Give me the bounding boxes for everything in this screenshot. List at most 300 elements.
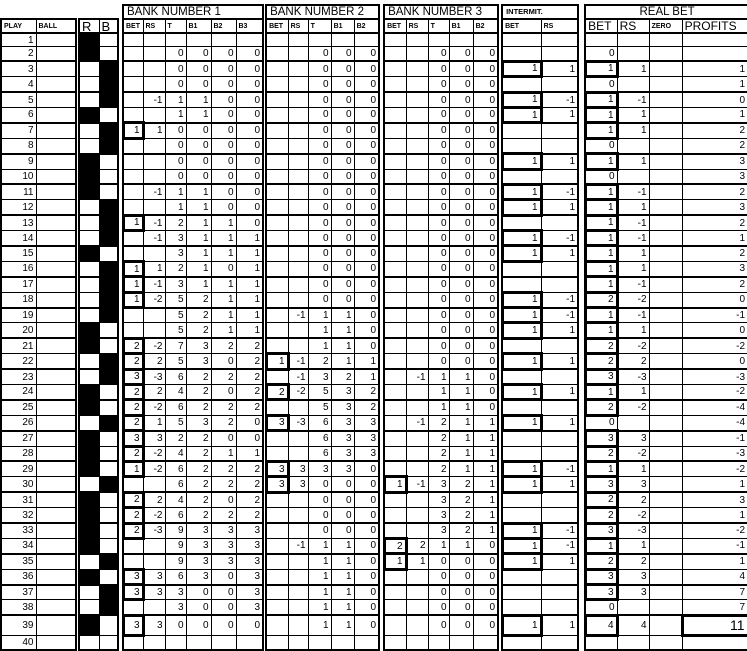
real-bet-rs-cell: 1 — [617, 246, 649, 261]
bank3-b1-cell: 0 — [449, 184, 473, 199]
bank3-rs-column-header: RS — [406, 19, 428, 33]
bank3-bet-cell — [384, 400, 406, 415]
bank3-b2-cell: 0 — [473, 277, 498, 292]
black-indicator-cell — [99, 92, 118, 107]
bank2-rs-cell — [288, 508, 308, 523]
bank1-t-cell: 3 — [165, 231, 186, 246]
bank1-t-cell: 2 — [165, 431, 186, 446]
column-gap — [578, 354, 585, 369]
bank1-bet-cell: 3 — [123, 585, 143, 600]
bank2-t-cell: 1 — [308, 615, 331, 635]
bank2-rs-cell — [288, 231, 308, 246]
column-gap — [578, 600, 585, 615]
red-indicator-cell — [79, 354, 99, 369]
intermit-rs-cell — [541, 169, 578, 184]
ball-cell — [36, 123, 76, 138]
bank1-b2-cell: 0 — [211, 261, 236, 276]
bank3-bet-cell — [384, 492, 406, 507]
real-bet-profits-cell: 7 — [682, 585, 747, 600]
bank2-b1-cell: 0 — [331, 231, 354, 246]
real-bet-profits-cell: -1 — [682, 538, 747, 553]
real-bet-rs-cell — [617, 169, 649, 184]
real-bet-profits-cell: 2 — [682, 184, 747, 199]
red-indicator-cell — [79, 231, 99, 246]
intermit-rs-cell: 1 — [541, 615, 578, 635]
bank1-b2-cell: 1 — [211, 246, 236, 261]
bank2-rs-cell — [288, 184, 308, 199]
bank2-bet-cell — [266, 277, 288, 292]
bank1-b1-cell — [186, 635, 211, 650]
bank2-bet-cell — [266, 615, 288, 635]
intermit-bet-cell: 1 — [502, 308, 541, 323]
red-indicator-cell — [79, 261, 99, 276]
real-bet-bet-cell: 1 — [585, 384, 617, 399]
real-bet-rs-cell: 1 — [617, 123, 649, 138]
intermit-bet-cell: 1 — [502, 354, 541, 369]
real-bet-rs-cell: -1 — [617, 184, 649, 199]
intermit-rs-cell — [541, 215, 578, 230]
play-number-cell: 12 — [1, 200, 36, 215]
bank1-bet-cell — [123, 538, 143, 553]
bank2-t-cell: 6 — [308, 415, 331, 430]
play-column-header: PLAY — [1, 19, 36, 33]
bank2-b2-cell: 3 — [354, 415, 379, 430]
red-column-header: R — [79, 19, 99, 33]
bank2-rs-cell: -1 — [288, 308, 308, 323]
bank3-b1-cell: 0 — [449, 615, 473, 635]
bank2-b2-cell: 0 — [354, 169, 379, 184]
play-number-cell: 14 — [1, 231, 36, 246]
intermit-bet-cell: 1 — [502, 415, 541, 430]
bank1-t-cell: 3 — [165, 600, 186, 615]
black-indicator-cell — [99, 538, 118, 553]
bank1-bet-cell: 1 — [123, 215, 143, 230]
intermit-bet-cell — [502, 585, 541, 600]
bank3-b1-cell: 1 — [449, 461, 473, 476]
bank1-bet-cell — [123, 477, 143, 492]
real-bet-zero-cell — [649, 431, 682, 446]
real-bet-zero-cell — [649, 154, 682, 169]
table-row — [1, 107, 747, 122]
ball-cell — [36, 138, 76, 153]
black-indicator-cell — [99, 523, 118, 538]
bank1-b1-cell: 0 — [186, 123, 211, 138]
bank2-t-cell: 1 — [308, 585, 331, 600]
bank2-b1-cell: 0 — [331, 92, 354, 107]
real-bet-zero-cell — [649, 184, 682, 199]
bank1-b1-cell: 1 — [186, 200, 211, 215]
bank1-b1-cell: 1 — [186, 184, 211, 199]
bank1-b1-cell: 0 — [186, 154, 211, 169]
bank3-b1-cell: 0 — [449, 169, 473, 184]
black-indicator-cell — [99, 492, 118, 507]
bank2-b2-cell: 0 — [354, 523, 379, 538]
bank1-b1-cell: 3 — [186, 569, 211, 584]
bank1-b1-cell: 0 — [186, 47, 211, 61]
bank3-bet-cell — [384, 123, 406, 138]
bank1-rs-cell: 1 — [143, 415, 165, 430]
bank3-t-cell: 0 — [428, 354, 449, 369]
red-indicator-cell — [79, 384, 99, 399]
bank3-b1-cell: 1 — [449, 415, 473, 430]
bank2-rs-cell — [288, 169, 308, 184]
bank2-b2-cell — [354, 635, 379, 650]
bank3-bet-cell — [384, 184, 406, 199]
intermit-rs-cell: 1 — [541, 200, 578, 215]
red-indicator-cell — [79, 323, 99, 338]
bank2-rs-cell: -1 — [288, 538, 308, 553]
bank2-b1-cell: 1 — [331, 323, 354, 338]
bank2-b2-cell: 3 — [354, 446, 379, 461]
play-number-cell: 26 — [1, 415, 36, 430]
bank3-b1-cell: 0 — [449, 308, 473, 323]
intermit-rs-cell — [541, 635, 578, 650]
real-bet-zero-cell — [649, 369, 682, 384]
bank3-t-cell — [428, 33, 449, 47]
play-number-cell: 36 — [1, 569, 36, 584]
real-bet-profits-cell: 2 — [682, 138, 747, 153]
table-row — [1, 277, 747, 292]
table-row — [1, 508, 747, 523]
real-bet-profits-cell: -1 — [682, 431, 747, 446]
bank3-rs-cell — [406, 431, 428, 446]
bank2-t-cell: 6 — [308, 446, 331, 461]
bank3-rs-cell — [406, 635, 428, 650]
bank1-bet-cell — [123, 635, 143, 650]
bank1-b3-cell: 0 — [236, 200, 263, 215]
bank2-bet-cell — [266, 635, 288, 650]
column-gap — [578, 200, 585, 215]
bank1-b2-cell: 1 — [211, 446, 236, 461]
bank2-bet-cell — [266, 600, 288, 615]
bank2-t-cell: 1 — [308, 538, 331, 553]
intermit-rs-cell — [541, 600, 578, 615]
bank3-b2-cell: 0 — [473, 400, 498, 415]
red-indicator-cell — [79, 169, 99, 184]
bank1-b2-cell: 2 — [211, 369, 236, 384]
ball-cell — [36, 61, 76, 76]
bank2-rs-cell: -1 — [288, 354, 308, 369]
bank2-rs-cell — [288, 446, 308, 461]
bank1-b3-cell: 0 — [236, 215, 263, 230]
bank3-rs-cell — [406, 77, 428, 92]
column-gap — [578, 169, 585, 184]
bank3-rs-cell — [406, 323, 428, 338]
table-row — [1, 47, 747, 61]
intermit-rs-cell: 1 — [541, 354, 578, 369]
bank3-rs-cell — [406, 200, 428, 215]
intermit-bet-cell — [502, 635, 541, 650]
real-bet-rs-cell: 3 — [617, 431, 649, 446]
intermit-bet-cell: 1 — [502, 107, 541, 122]
bank3-b2-cell: 0 — [473, 600, 498, 615]
real-bet-bet-cell: 1 — [585, 246, 617, 261]
bank2-b1-cell: 0 — [331, 123, 354, 138]
bank1-t-cell: 4 — [165, 384, 186, 399]
column-gap — [578, 47, 585, 61]
bank1-t-cell: 1 — [165, 92, 186, 107]
real-bet-profits-cell: 1 — [682, 508, 747, 523]
intermit-rs-cell — [541, 400, 578, 415]
bank1-rs-cell — [143, 477, 165, 492]
bank1-b2-cell: 1 — [211, 215, 236, 230]
real-bet-profits-cell: 1 — [682, 477, 747, 492]
real-bet-bet-cell: 1 — [585, 277, 617, 292]
play-number-cell: 13 — [1, 215, 36, 230]
ball-cell — [36, 154, 76, 169]
bank1-t-cell: 1 — [165, 200, 186, 215]
ball-cell — [36, 261, 76, 276]
red-indicator-cell — [79, 154, 99, 169]
table-row — [1, 554, 747, 569]
bank1-t-cell: 5 — [165, 354, 186, 369]
bank3-t-cell: 0 — [428, 123, 449, 138]
bank3-t-cell: 3 — [428, 523, 449, 538]
bank2-bet-cell: 3 — [266, 461, 288, 476]
play-number-cell: 33 — [1, 523, 36, 538]
intermit-bet-cell: 1 — [502, 615, 541, 635]
table-row — [1, 492, 747, 507]
real-bet-zero-cell — [649, 77, 682, 92]
bank1-b2-cell: 0 — [211, 138, 236, 153]
real-bet-zero-cell — [649, 277, 682, 292]
real-bet-bet-cell: 3 — [585, 369, 617, 384]
real-bet-rs-cell: 1 — [617, 107, 649, 122]
ball-cell — [36, 92, 76, 107]
red-indicator-cell — [79, 200, 99, 215]
real-bet-bet-cell: 4 — [585, 615, 617, 635]
blank-cell — [99, 5, 118, 19]
bank1-b1-cell: 1 — [186, 92, 211, 107]
bank1-b3-cell: 2 — [236, 354, 263, 369]
bank3-rs-cell — [406, 261, 428, 276]
real-bet-rs-cell: -2 — [617, 400, 649, 415]
table-row — [1, 354, 747, 369]
real-bet-bet-cell: 1 — [585, 323, 617, 338]
play-number-cell: 6 — [1, 107, 36, 122]
bank1-b3-cell: 2 — [236, 477, 263, 492]
intermit-rs-cell — [541, 33, 578, 47]
table-row — [1, 123, 747, 138]
bank1-t-cell: 4 — [165, 446, 186, 461]
bank3-rs-cell: -1 — [406, 477, 428, 492]
real-bet-bet-cell: 2 — [585, 338, 617, 353]
bank1-b2-cell: 0 — [211, 107, 236, 122]
intermit-rs-cell: 1 — [541, 477, 578, 492]
intermit-bet-cell — [502, 600, 541, 615]
bank2-t-cell: 1 — [308, 308, 331, 323]
intermit-rs-cell — [541, 508, 578, 523]
column-gap — [578, 19, 585, 33]
bank1-b2-cell: 1 — [211, 323, 236, 338]
bank2-t-cell: 5 — [308, 384, 331, 399]
column-gap — [578, 615, 585, 635]
bank1-bet-cell — [123, 77, 143, 92]
real-bet-zero-cell — [649, 523, 682, 538]
bank2-t-cell — [308, 33, 331, 47]
bank1-b2-cell: 0 — [211, 200, 236, 215]
real-bet-rs-cell: 1 — [617, 154, 649, 169]
bank2-rs-cell — [288, 261, 308, 276]
ball-cell — [36, 47, 76, 61]
red-indicator-cell — [79, 92, 99, 107]
column-gap — [578, 308, 585, 323]
real-bet-rs-cell: 1 — [617, 261, 649, 276]
bank3-bet-cell — [384, 615, 406, 635]
bank3-bet-cell — [384, 338, 406, 353]
bank1-b1-cell: 2 — [186, 384, 211, 399]
column-gap — [578, 246, 585, 261]
real-bet-bet-cell: 1 — [585, 107, 617, 122]
bank2-t-cell: 2 — [308, 354, 331, 369]
black-indicator-cell — [99, 261, 118, 276]
ball-cell — [36, 354, 76, 369]
ball-cell — [36, 446, 76, 461]
bank2-rs-cell — [288, 323, 308, 338]
ball-cell — [36, 33, 76, 47]
real-bet-rs-cell: 3 — [617, 477, 649, 492]
play-number-cell: 30 — [1, 477, 36, 492]
real-bet-bet-cell: 0 — [585, 47, 617, 61]
bank1-t-cell: 0 — [165, 138, 186, 153]
bank2-b1-cell: 0 — [331, 277, 354, 292]
real-bet-rs-cell: -3 — [617, 369, 649, 384]
bank1-rs-cell: 2 — [143, 492, 165, 507]
table-row — [1, 169, 747, 184]
real-bet-rs-cell: 2 — [617, 354, 649, 369]
real-bet-profits-cell: -4 — [682, 415, 747, 430]
bank3-b2-cell: 0 — [473, 369, 498, 384]
bank3-t-cell: 0 — [428, 277, 449, 292]
bank3-b1-cell: 0 — [449, 261, 473, 276]
bank2-b2-cell: 0 — [354, 492, 379, 507]
bank2-rs-cell — [288, 492, 308, 507]
bank2-b2-cell: 0 — [354, 261, 379, 276]
real-bet-zero-cell — [649, 461, 682, 476]
real-bet-bet-cell: 1 — [585, 231, 617, 246]
column-gap — [578, 585, 585, 600]
bank3-rs-cell: -1 — [406, 415, 428, 430]
bank1-bet-cell — [123, 92, 143, 107]
bank3-t-cell: 0 — [428, 585, 449, 600]
bank2-t-cell: 0 — [308, 107, 331, 122]
bank1-b1-cell: 1 — [186, 246, 211, 261]
bank3-rs-cell: -1 — [406, 369, 428, 384]
table-row — [1, 92, 747, 107]
bank1-b3-cell: 0 — [236, 431, 263, 446]
real-bet-rs-cell: 1 — [617, 323, 649, 338]
bank3-b2-cell: 1 — [473, 415, 498, 430]
bank2-b1-cell — [331, 33, 354, 47]
bank3-b2-column-header: B2 — [473, 19, 498, 33]
ball-cell — [36, 184, 76, 199]
bank2-rs-cell — [288, 47, 308, 61]
bank3-bet-cell: 2 — [384, 538, 406, 553]
bank3-bet-cell — [384, 92, 406, 107]
black-indicator-cell — [99, 323, 118, 338]
bank3-rs-cell — [406, 231, 428, 246]
bank3-t-cell: 0 — [428, 600, 449, 615]
black-indicator-cell — [99, 415, 118, 430]
bank2-bet-cell — [266, 246, 288, 261]
bank3-bet-cell — [384, 292, 406, 307]
real-bet-zero-cell — [649, 92, 682, 107]
play-number-cell: 27 — [1, 431, 36, 446]
intermit-bet-cell: 1 — [502, 231, 541, 246]
bank2-b1-cell: 0 — [331, 246, 354, 261]
bank1-b3-cell: 2 — [236, 400, 263, 415]
bank3-b2-cell: 0 — [473, 92, 498, 107]
play-number-cell: 24 — [1, 384, 36, 399]
intermit-bet-cell — [502, 369, 541, 384]
bank3-b2-cell: 0 — [473, 200, 498, 215]
bank2-b1-cell: 0 — [331, 215, 354, 230]
bank1-b1-cell: 2 — [186, 477, 211, 492]
red-indicator-cell — [79, 538, 99, 553]
play-number-cell: 31 — [1, 492, 36, 507]
bank3-b1-cell: 1 — [449, 384, 473, 399]
bank3-rs-cell — [406, 292, 428, 307]
bank2-bet-cell — [266, 323, 288, 338]
play-number-cell: 9 — [1, 154, 36, 169]
bank2-bet-cell — [266, 569, 288, 584]
bank3-t-cell: 0 — [428, 61, 449, 76]
table-row — [1, 461, 747, 476]
bank1-t-cell: 7 — [165, 338, 186, 353]
bank2-b1-cell: 3 — [331, 431, 354, 446]
red-indicator-cell — [79, 338, 99, 353]
bank1-bet-cell: 2 — [123, 446, 143, 461]
bank1-bet-cell — [123, 246, 143, 261]
bank1-rs-cell: -1 — [143, 215, 165, 230]
intermit-rs-cell — [541, 569, 578, 584]
bank1-b2-cell — [211, 33, 236, 47]
bank1-b2-cell: 0 — [211, 384, 236, 399]
black-indicator-cell — [99, 446, 118, 461]
black-indicator-cell — [99, 33, 118, 47]
bank1-rs-cell: 1 — [143, 261, 165, 276]
bank2-rs-cell — [288, 61, 308, 76]
bank2-rs-column-header: RS — [288, 19, 308, 33]
bank3-rs-cell — [406, 354, 428, 369]
red-indicator-cell — [79, 492, 99, 507]
intermit-bet-cell — [502, 492, 541, 507]
column-gap — [578, 138, 585, 153]
column-gap — [578, 184, 585, 199]
bank1-b1-cell: 2 — [186, 323, 211, 338]
bank3-bet-cell: 1 — [384, 477, 406, 492]
bank3-b1-cell: 0 — [449, 569, 473, 584]
bank3-rs-cell — [406, 308, 428, 323]
bank2-rs-cell — [288, 523, 308, 538]
real-bet-profits-cell: 1 — [682, 61, 747, 76]
real-bet-profits-cell: 1 — [682, 77, 747, 92]
bank1-b3-cell: 1 — [236, 446, 263, 461]
real-bet-profits-cell: 2 — [682, 277, 747, 292]
bank3-b2-cell: 0 — [473, 107, 498, 122]
intermit-bet-cell — [502, 215, 541, 230]
bank3-b1-cell: 1 — [449, 400, 473, 415]
bank1-b3-cell: 0 — [236, 415, 263, 430]
intermit-rs-cell: -1 — [541, 461, 578, 476]
real-bet-profits-column-header: PROFITS — [682, 19, 747, 33]
bank1-rs-cell: 2 — [143, 384, 165, 399]
roulette-betting-sheet — [0, 4, 747, 651]
bank1-bet-cell: 2 — [123, 415, 143, 430]
real-bet-zero-cell — [649, 308, 682, 323]
black-indicator-cell — [99, 200, 118, 215]
bank1-bet-cell: 1 — [123, 461, 143, 476]
